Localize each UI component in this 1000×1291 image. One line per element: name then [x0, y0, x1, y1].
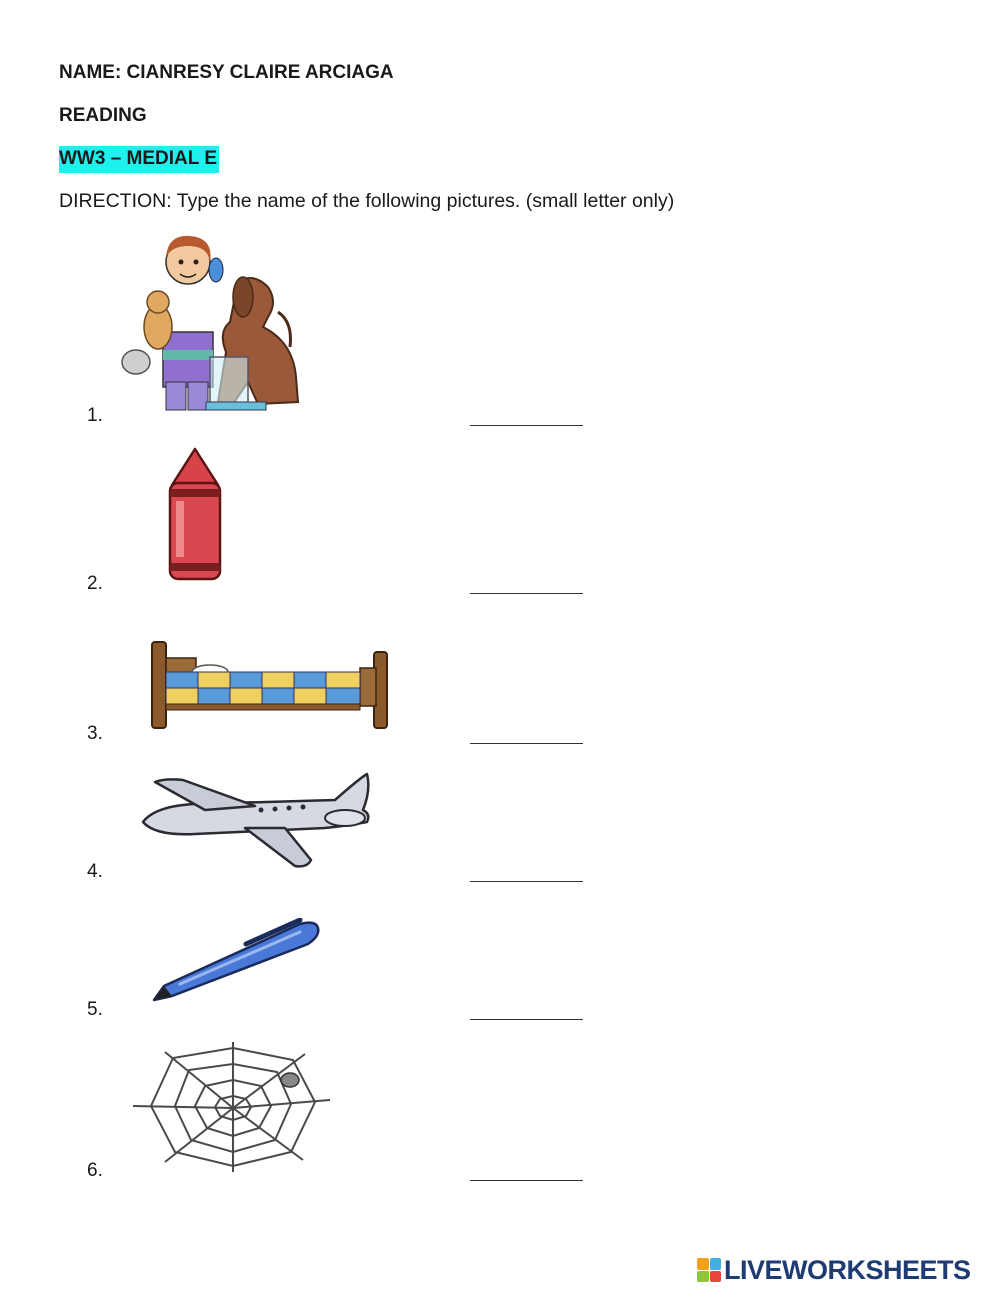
item-number-4: 4. — [87, 861, 103, 882]
answer-blank-1[interactable] — [470, 425, 583, 426]
answer-blank-2[interactable] — [470, 593, 583, 594]
bed-icon — [148, 628, 390, 730]
pen-icon — [150, 918, 322, 1004]
subject-title: READING — [59, 105, 147, 126]
answer-blank-3[interactable] — [470, 743, 583, 744]
liveworksheets-logo-text: LIVEWORKSHEETS — [724, 1254, 971, 1285]
item-number-2: 2. — [87, 573, 103, 594]
crayon-icon — [160, 445, 230, 585]
airplane-icon — [135, 770, 375, 872]
answer-blank-5[interactable] — [470, 1019, 583, 1020]
item-number-1: 1. — [87, 405, 103, 426]
direction-text: DIRECTION: Type the name of the following pictures. (small letter only) — [59, 190, 675, 212]
liveworksheets-logo — [697, 1255, 971, 1285]
item-number-3: 3. — [87, 723, 103, 744]
activity-title: WW3 – MEDIAL E — [59, 146, 219, 173]
item-number-5: 5. — [87, 999, 103, 1020]
answer-blank-4[interactable] — [470, 881, 583, 882]
spider-web-icon — [125, 1040, 340, 1175]
liveworksheets-logo-icon — [697, 1258, 721, 1282]
student-name: NAME: CIANRESY CLAIRE ARCIAGA — [59, 62, 394, 83]
person-with-pets-icon — [118, 232, 303, 420]
answer-blank-6[interactable] — [470, 1180, 583, 1181]
item-number-6: 6. — [87, 1160, 103, 1181]
